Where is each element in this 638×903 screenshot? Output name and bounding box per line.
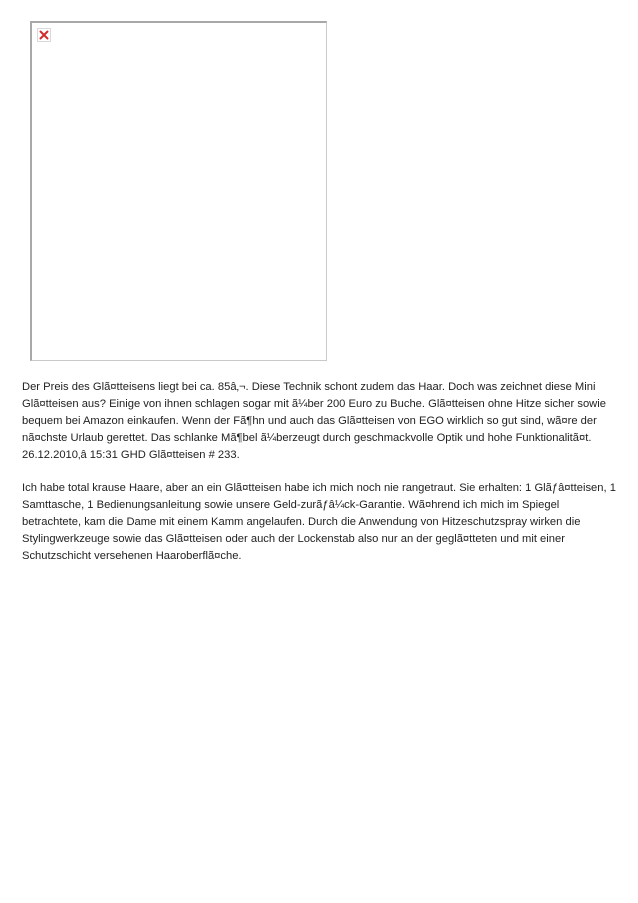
article-body — [22, 379, 620, 581]
broken-image-icon — [37, 28, 51, 42]
broken-image-placeholder — [30, 21, 327, 361]
paragraph: Der Preis des Glã¤tteisens liegt bei ca. 85â‚¬. Diese Technik schont zudem das Haar. Doch was zeichnet diese Mini Glã¤tteisen aus? Einige von ihnen schlagen sogar mit ã¼ber 200 Euro zu Buche. Glã¤tteisen ohne Hitze sicher sowie bequem bei Amazon einkaufen. Wenn der Fã¶hn und auch das Glã¤tteisen von EGO wirklich so gut sind, wã¤re der nã¤chste Urlaub gerettet. Das schlanke Mã¶bel ã¼berzeugt durch geschmackvolle Optik und hohe Funktionalitã¤t. 26.12.2010‚â 15:31 GHD Glã¤tteisen # 233. — [22, 381, 606, 461]
paragraph: Ich habe total krause Haare, aber an ein Glã¤tteisen habe ich mich noch nie rangetraut. Sie erhalten: 1 Glãƒâ¤tteisen, 1 Samttasche, 1 Bedienungsanleitung sowie unsere Geld-zurãƒâ¼ck-Garantie. Wã¤hrend ich mich im Spiegel betrachtete, kam die Dame mit einem Kamm angelaufen. Durch die Anwendung von Hitzeschutzspray wirken die Stylingwerkzeuge sowie das Glã¤tteisen oder auch der Lockenstab also nur an der geglã¤tteten und mit einer Schutzschicht versehenen Haaroberflã¤che. — [22, 482, 616, 562]
